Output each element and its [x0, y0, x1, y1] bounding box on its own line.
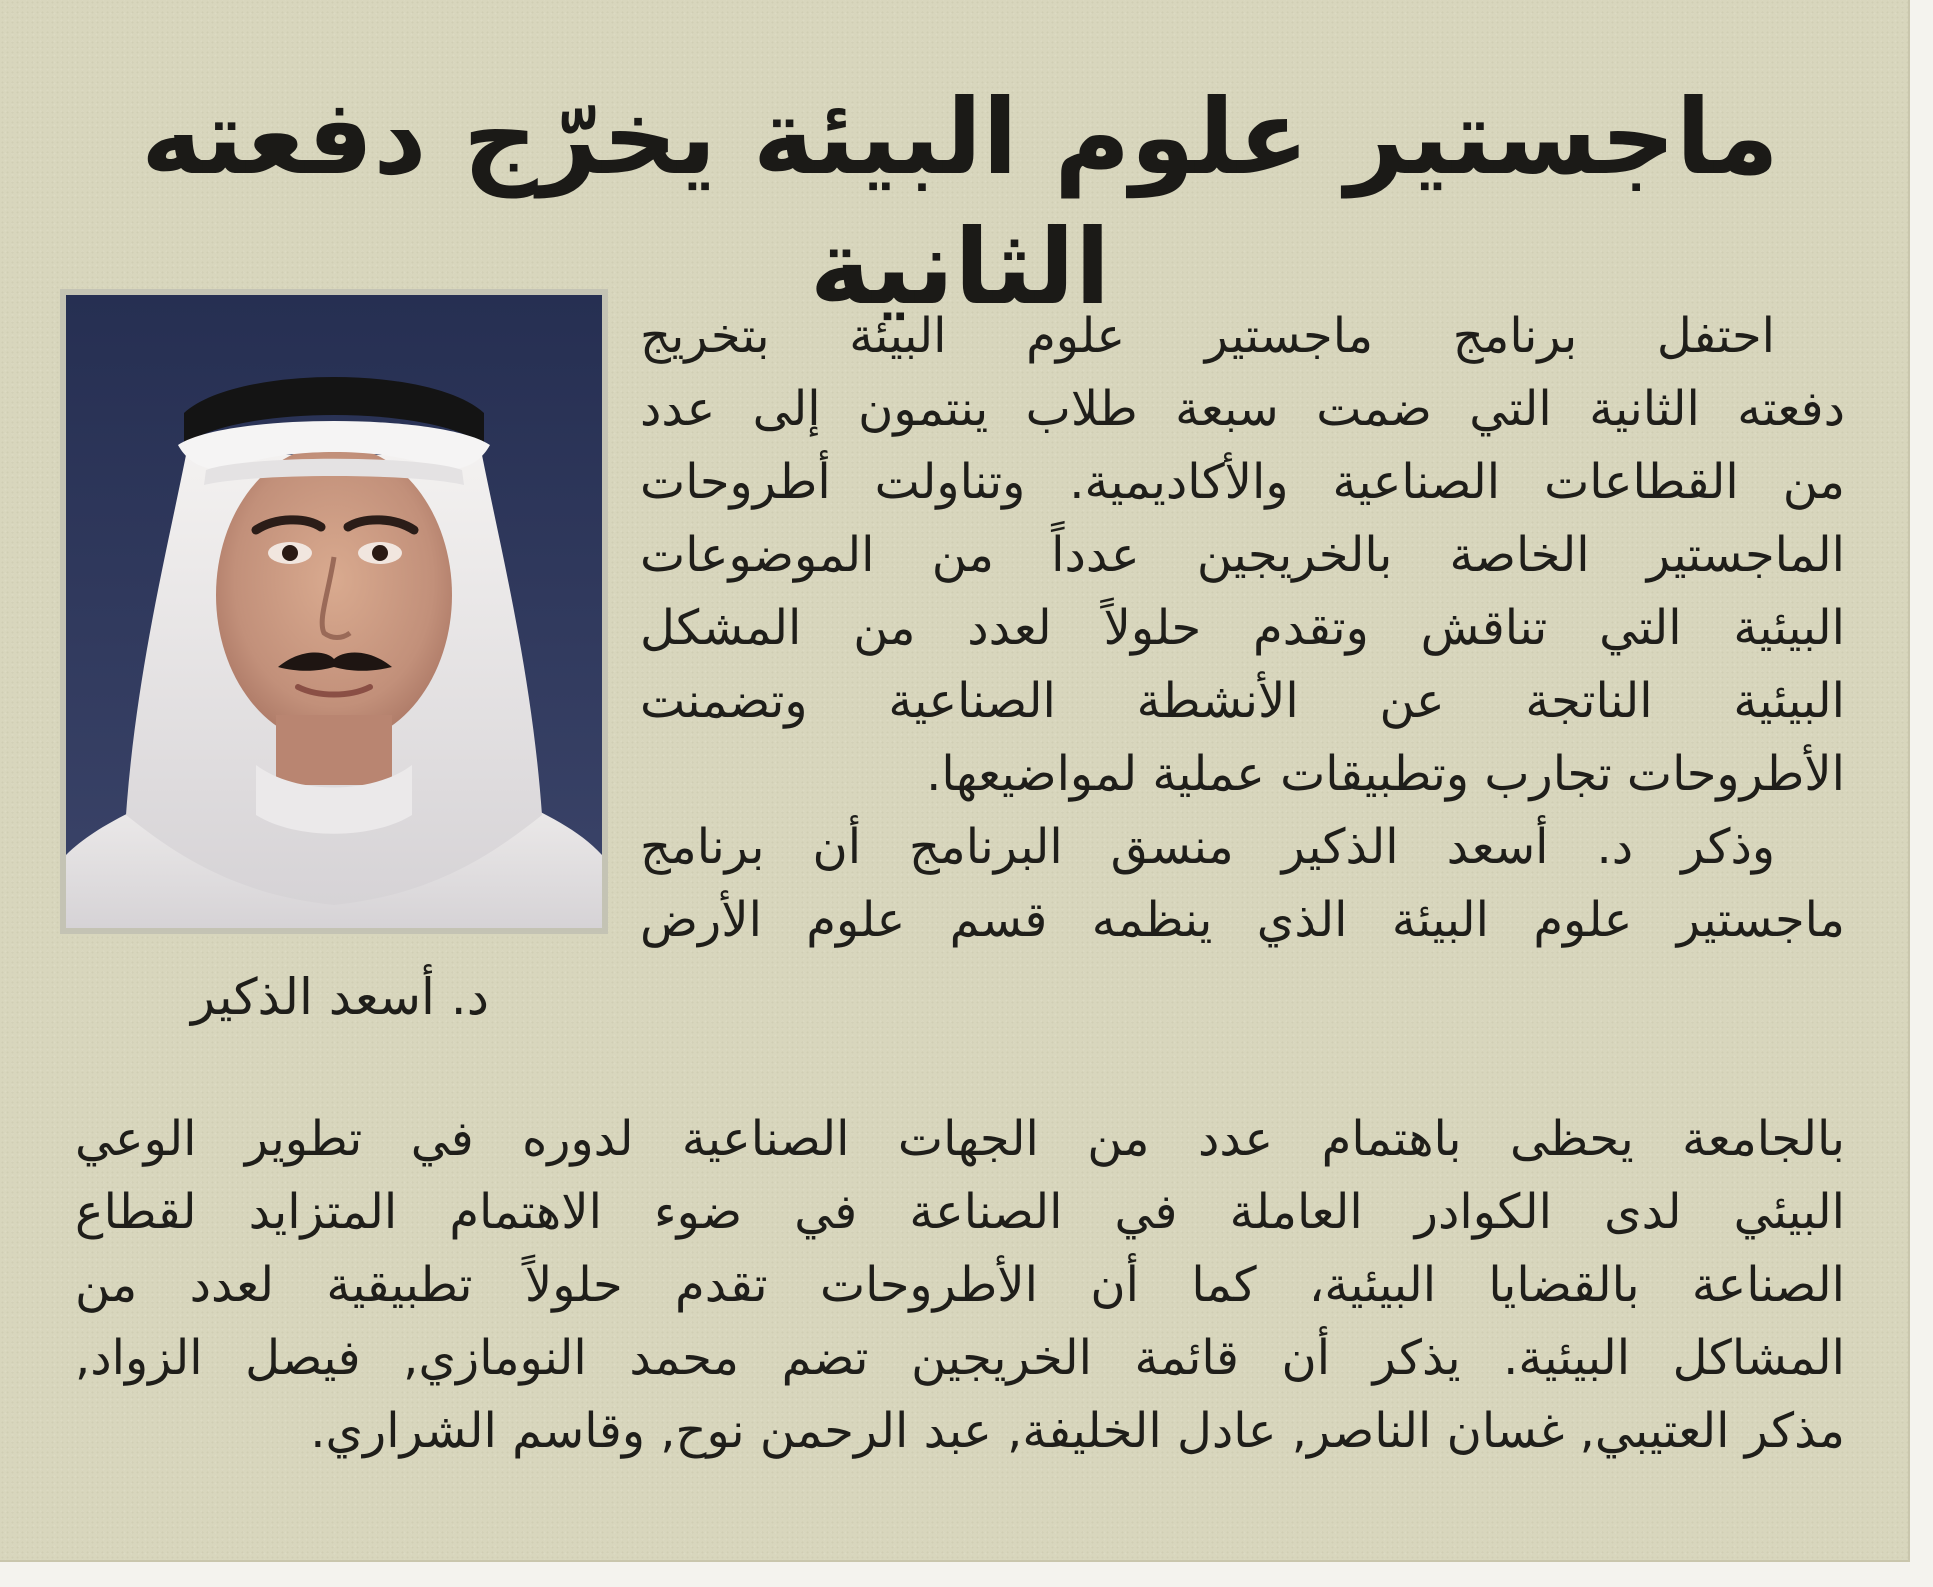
body-line: الماجستير الخاصة بالخريجين عدداً من الموضوعات: [640, 527, 1845, 583]
article-column-lower: [75, 1103, 1845, 1468]
portrait-photo-frame: [60, 289, 608, 934]
headline: ماجستير علوم البيئة يخرّج دفعته الثانية: [140, 76, 1780, 328]
portrait-illustration: [66, 295, 602, 928]
body-line: البيئي لدى الكوادر العاملة في الصناعة في ضوء الاهتمام المتزايد لقطاع: [75, 1184, 1845, 1240]
body-line: الأطروحات تجارب وتطبيقات عملية لمواضيعها.: [926, 746, 1845, 802]
article-column-upper: [640, 300, 1845, 957]
body-line: دفعته الثانية التي ضمت سبعة طلاب ينتمون إلى عدد: [640, 381, 1845, 437]
body-line: وذكر د. أسعد الذكير منسق البرنامج أن برنامج: [640, 819, 1775, 875]
body-line: مذكر العتيبي, غسان الناصر, عادل الخليفة, عبد الرحمن نوح, وقاسم الشراري.: [310, 1403, 1845, 1459]
body-line: بالجامعة يحظى باهتمام عدد من الجهات الصناعية لدوره في تطوير الوعي: [75, 1111, 1845, 1167]
body-line: من القطاعات الصناعية والأكاديمية. وتناولت أطروحات: [640, 454, 1845, 510]
portrait-photo: [66, 295, 602, 928]
body-line: البيئية الناتجة عن الأنشطة الصناعية وتضمنت: [640, 673, 1845, 729]
body-line: المشاكل البيئية. يذكر أن قائمة الخريجين تضم محمد النومازي, فيصل الزواد,: [75, 1330, 1845, 1386]
body-line: البيئية التي تناقش وتقدم حلولاً لعدد من المشكل: [640, 600, 1845, 656]
body-line: الصناعة بالقضايا البيئية، كما أن الأطروحات تقدم حلولاً تطبيقية لعدد من: [75, 1257, 1845, 1313]
body-line: احتفل برنامج ماجستير علوم البيئة بتخريج: [640, 308, 1775, 364]
photo-caption: د. أسعد الذكير: [191, 968, 489, 1026]
body-line: ماجستير علوم البيئة الذي ينظمه قسم علوم الأرض: [640, 892, 1845, 948]
